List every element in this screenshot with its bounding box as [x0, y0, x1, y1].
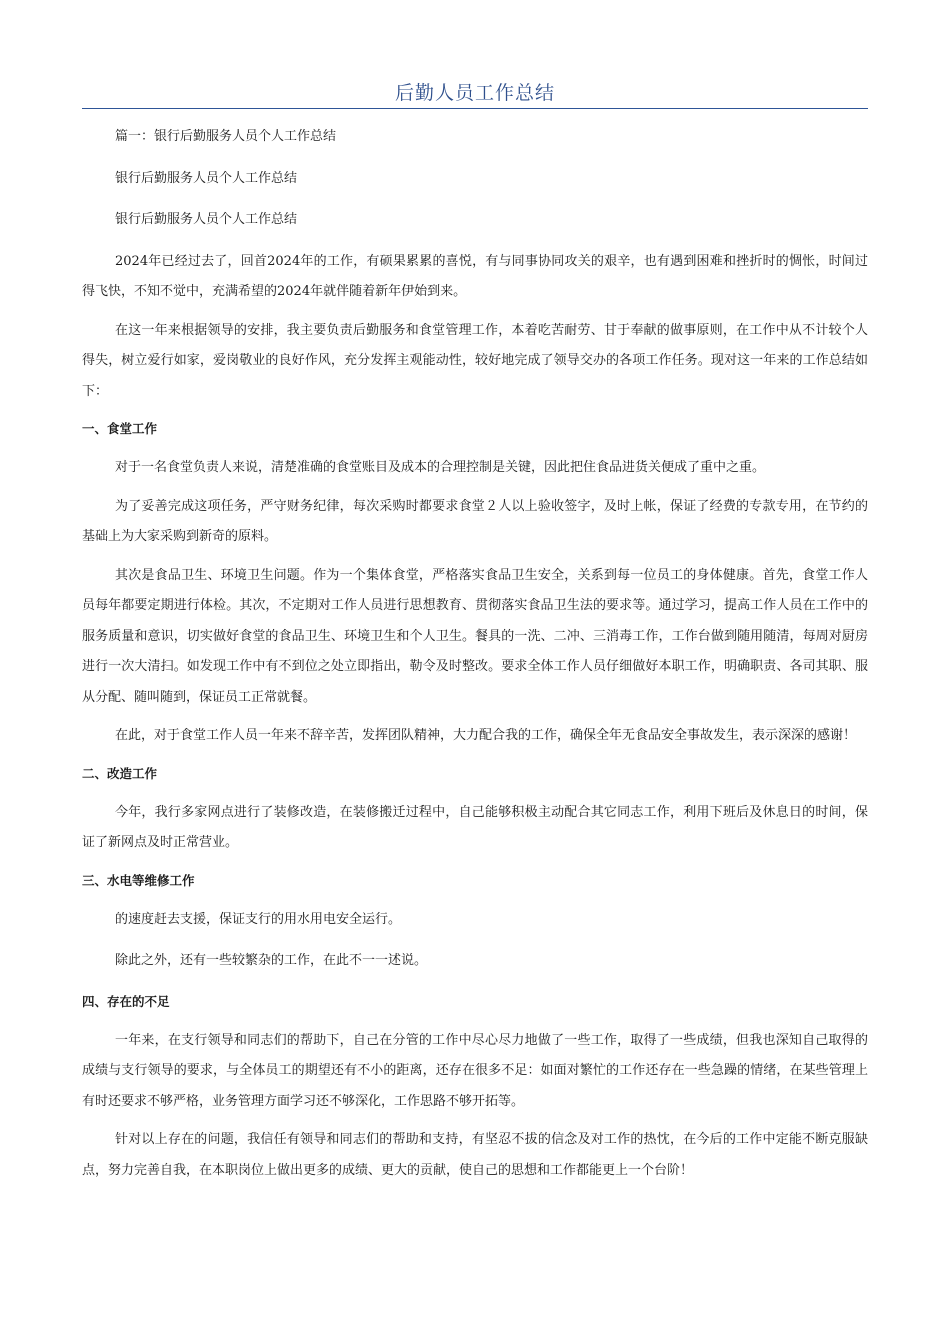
document-title: 后勤人员工作总结: [394, 82, 555, 104]
title-divider: [82, 108, 868, 109]
paragraph: 为了妥善完成这项任务，严守财务纪律，每次采购时都要求食堂２人以上验收签字，及时上帐，保证了经费的专款专用，在节约的基础上为大家采购到新奇的原料。: [82, 498, 868, 544]
paragraph: 一年来，在支行领导和同志们的帮助下，自己在分管的工作中尽心尽力地做了一些工作，取得了一些成绩，但我也深知自己取得的成绩与支行领导的要求，与全体员工的期望还有不小的距离，还存在很多不足：如面对繁忙的工作还存在一些急躁的情绪，在某些管理上有时还要求不够严格，业务管理方面学习还不够深化，工作思路不够开拓等。: [82, 1032, 868, 1109]
article-label: 篇一：银行后勤服务人员个人工作总结: [115, 129, 337, 144]
paragraph: 在这一年来根据领导的安排，我主要负责后勤服务和食堂管理工作，本着吃苦耐劳、甘于奉献的做事原则，在工作中从不计较个人得失，树立爱行如家，爱岗敬业的良好作风，充分发挥主观能动性，较好地完成了领导交办的各项工作任务。现对这一年来的工作总结如下：: [82, 322, 868, 399]
paragraph: 除此之外，还有一些较繁杂的工作，在此不一一述说。: [115, 953, 428, 968]
paragraph: 其次是食品卫生、环境卫生问题。作为一个集体食堂，严格落实食品卫生安全，关系到每一位员工的身体健康。首先，食堂工作人员每年都要定期进行体检。其次，不定期对工作人员进行思想教育、贯彻落实食品卫生法的要求等。通过学习，提高工作人员在工作中的服务质量和意识，切实做好食堂的食品卫生、环境卫生和个人卫生。餐具的一洗、二冲、三消毒工作，工作台做到随用随清，每周对厨房进行一次大清扫。如发现工作中有不到位之处立即指出，勒令及时整改。要求全体工作人员仔细做好本职工作，明确职责、各司其职、服从分配、随叫随到，保证员工正常就餐。: [82, 567, 868, 705]
paragraph: 对于一名食堂负责人来说，清楚准确的食堂账目及成本的合理控制是关键，因此把住食品进货关便成了重中之重。: [115, 460, 766, 475]
paragraph: 今年，我行多家网点进行了装修改造，在装修搬迁过程中，自己能够积极主动配合其它同志工作，利用下班后及休息日的时间，保证了新网点及时正常营业。: [82, 804, 868, 850]
section-heading: 三、水电等维修工作: [82, 872, 195, 888]
section-heading: 二、改造工作: [82, 765, 158, 781]
subtitle-line: 银行后勤服务人员个人工作总结: [115, 170, 298, 186]
subtitle-line: 银行后勤服务人员个人工作总结: [115, 212, 298, 227]
section-heading: 四、存在的不足: [82, 993, 170, 1009]
paragraph: 在此，对于食堂工作人员一年来不辞辛苦，发挥团队精神，大力配合我的工作，确保全年无食品安全事故发生，表示深深的感谢！: [115, 728, 857, 743]
paragraph: 针对以上存在的问题，我信任有领导和同志们的帮助和支持，有坚忍不拔的信念及对工作的热忱，在今后的工作中定能不断克服缺点，努力完善自我，在本职岗位上做出更多的成绩、更大的贡献，使自己的思想和工作都能更上一个台阶！: [82, 1132, 868, 1178]
paragraph: 的速度赶去支援，保证支行的用水用电安全运行。: [115, 911, 402, 927]
paragraph: 2024年已经过去了，回首2024年的工作，有硕果累累的喜悦，有与同事协同攻关的艰辛，也有遇到困难和挫折时的惆怅，时间过得飞快，不知不觉中，充满希望的2024年就伴随着新年伊始到来。: [82, 253, 868, 299]
section-heading: 一、食堂工作: [82, 421, 158, 436]
document-body: [82, 122, 868, 1194]
document-page: [82, 0, 868, 1344]
